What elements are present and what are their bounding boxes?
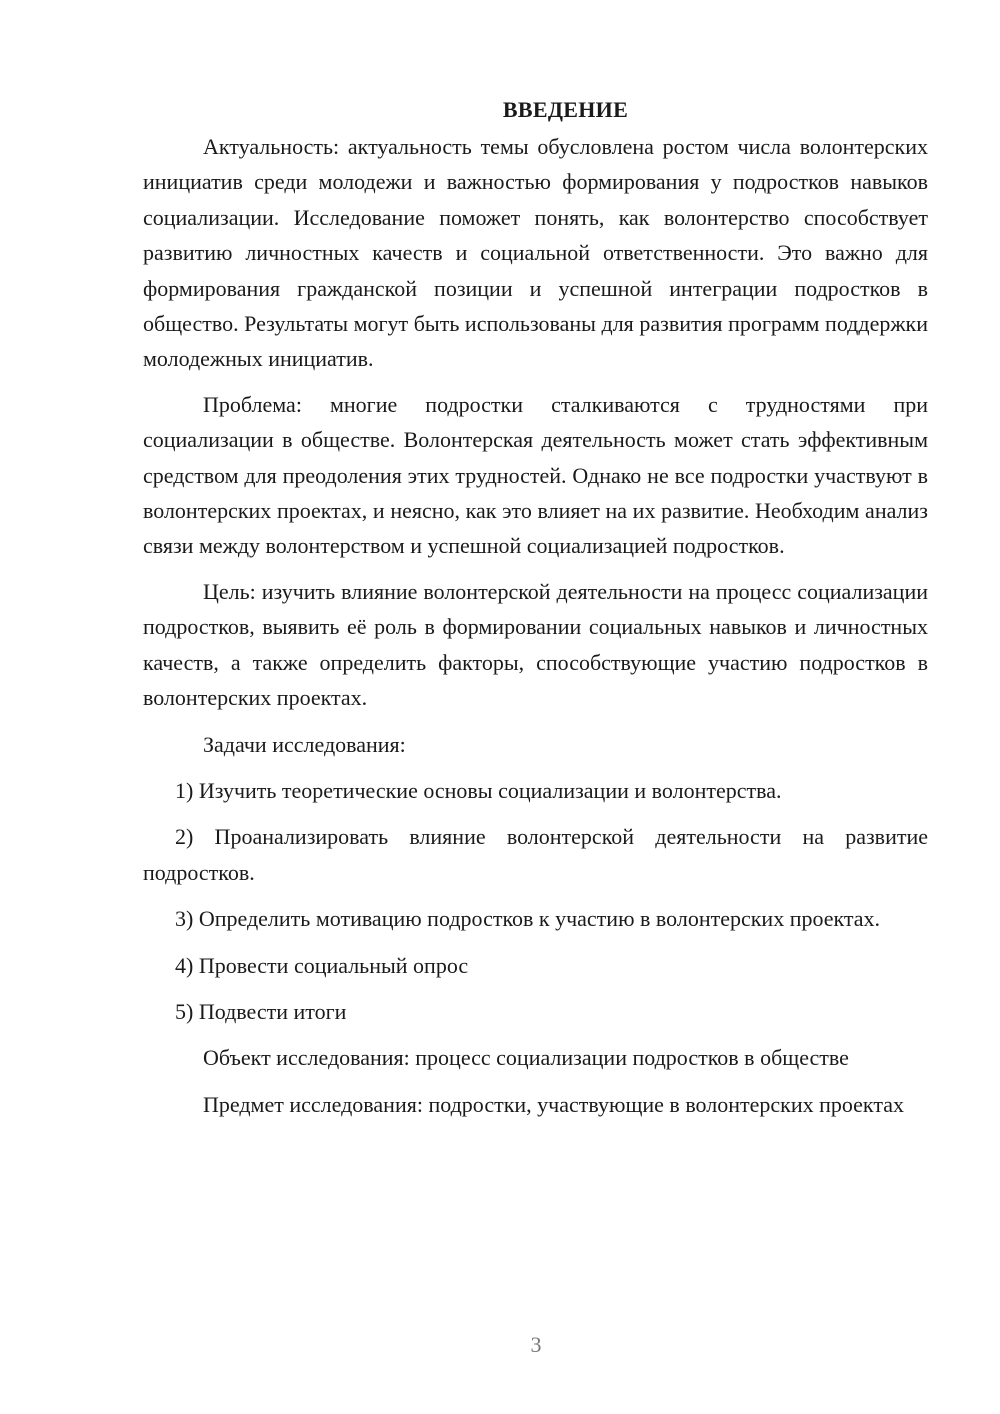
document-page (143, 92, 928, 1122)
task-item-5: 5) Подвести итоги (175, 998, 347, 1024)
task-item-4: 4) Провести социальный опрос (175, 952, 469, 978)
problem-paragraph: Проблема: многие подростки сталкиваются с трудностями при социализации в обществе. Волонтерская деятельность может стать эффективным средством для преодоления этих трудностей. Однако не все подростки участвуют в волонтерских проектах, и неясно, как это влияет на их развитие. Необходим анализ связи между волонтерством и успешной социализацией подростков. (143, 391, 928, 559)
subject-paragraph: Предмет исследования: подростки, участвующие в волонтерских проектах (203, 1091, 904, 1117)
object-paragraph: Объект исследования: процесс социализации подростков в обществе (203, 1045, 849, 1071)
section-heading: ВВЕДЕНИЕ (502, 97, 629, 122)
task-item-1: 1) Изучить теоретические основы социализации и волонтерства. (175, 777, 782, 803)
goal-paragraph: Цель: изучить влияние волонтерской деятельности на процесс социализации подростков, выявить её роль в формировании социальных навыков и личностных качеств, а также определить факторы, способствующие участию подростков в волонтерских проектах. (143, 578, 928, 711)
task-item-3: 3) Определить мотивацию подростков к участию в волонтерских проектах. (175, 906, 881, 932)
page-number: 3 (530, 1332, 542, 1357)
relevance-paragraph: Актуальность: актуальность темы обусловлена ростом числа волонтерских инициатив среди молодежи и важностью формирования у подростков навыков социализации. Исследование поможет понять, как волонтерство способствует развитию личностных качеств и социальной ответственности. Это важно для формирования гражданской позиции и успешной интеграции подростков в общество. Результаты могут быть использованы для развития программ поддержки молодежных инициатив. (143, 134, 928, 372)
task-item-2: 2) Проанализировать влияние волонтерской деятельности на развитие подростков. (143, 824, 928, 885)
tasks-title: Задачи исследования: (203, 731, 406, 757)
